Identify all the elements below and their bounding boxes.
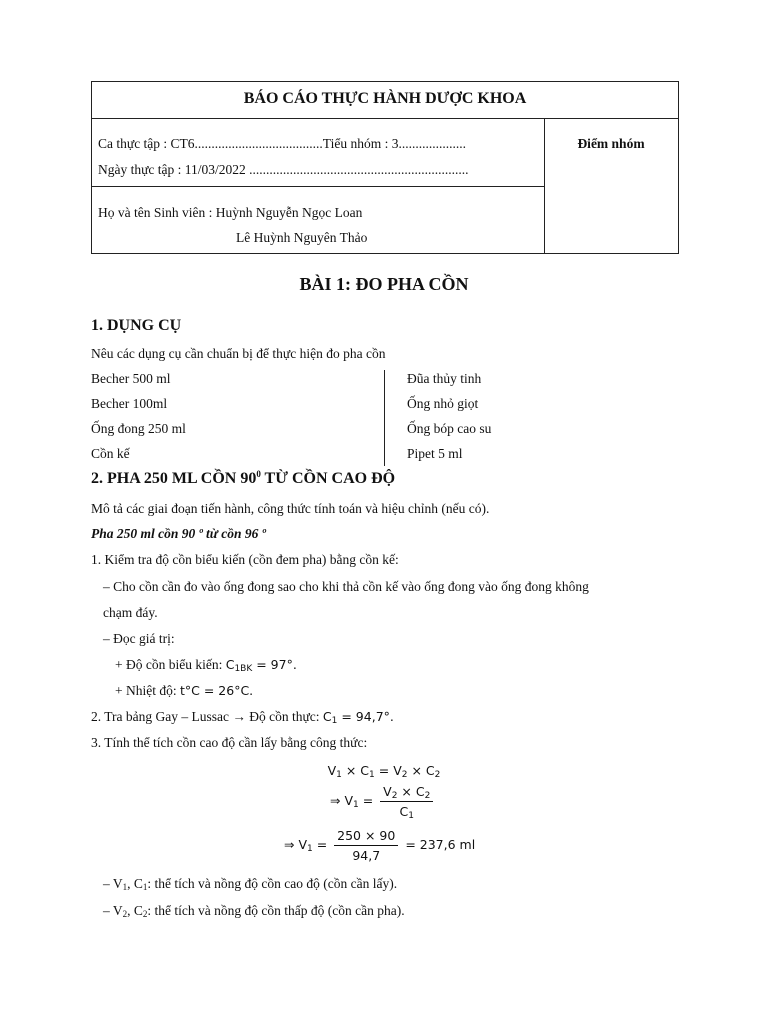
note-v1-c1: – $V_1$, $C_1$: thể tích và nồng độ cồn cao độ (cồn cần lấy).: [103, 876, 398, 892]
student-2-name: Lê Huỳnh Nguyên Thảo: [236, 230, 368, 245]
equipment-item: Ống bóp cao su: [407, 421, 492, 436]
column-divider: [384, 370, 385, 466]
report-title: BÁO CÁO THỰC HÀNH DƯỢC KHOA: [243, 90, 527, 107]
report-header-table: [91, 81, 679, 254]
equipment-item: Becher 500 ml: [91, 371, 171, 386]
formula-2: ⇒ $V_1$ = $\frac{V_2 \times C_2}{C_1}$: [330, 784, 436, 819]
note-v2-c2: – $V_2$, $C_2$: thể tích và nồng độ cồn thấp độ (cồn cần pha).: [103, 903, 405, 919]
formula-1: $V_1 \times C_1 = V_2 \times C_2$: [327, 763, 441, 780]
equipment-item: Pipet 5 ml: [407, 446, 463, 461]
step-1-bullet-a: – Cho cồn cần đo vào ống đong sao cho khi thả cồn kế vào ống đong vào ống đong không: [103, 579, 589, 594]
step-1-bullet-a-cont: chạm đáy.: [103, 605, 158, 620]
temperature-reading: + Nhiệt độ: t°C = 26°C.: [115, 683, 254, 698]
equipment-item: Ống nhỏ giọt: [407, 396, 479, 411]
section-1-heading: 1. DỤNG CỤ: [91, 317, 182, 334]
date-line: Ngày thực tập : 11/03/2022 .................................................................: [98, 162, 469, 177]
section-1-intro: Nêu các dụng cụ cần chuẩn bị để thực hiện đo pha cồn: [91, 346, 386, 361]
divider: [92, 118, 678, 119]
session-line: Ca thực tập : CT6......................................Tiểu nhóm : 3....................: [98, 136, 466, 151]
section-2-heading: 2. PHA 250 ML CỒN $90^0$ TỪ CỒN CAO ĐỘ: [91, 469, 396, 487]
divider: [92, 186, 544, 187]
students-line: Họ và tên Sinh viên : Huỳnh Nguyễn Ngọc Loan: [98, 205, 363, 220]
equipment-item: Cồn kế: [91, 446, 130, 461]
step-3: 3. Tính thể tích cồn cao độ cần lấy bằng công thức:: [91, 735, 368, 750]
equipment-item: Đũa thủy tinh: [407, 371, 482, 386]
section-2-intro: Mô tả các giai đoạn tiến hành, công thức tính toán và hiệu chỉnh (nếu có).: [91, 501, 490, 516]
step-1: 1. Kiểm tra độ cồn biểu kiến (cồn đem pha) bằng cồn kế:: [91, 552, 399, 567]
apparent-alcohol-reading: + Độ cồn biểu kiến: $C_{1BK} = 97^\circ$.: [115, 657, 297, 674]
formula-3: ⇒ $V_1$ = $\frac{250 \times 90}{94,7}$ = 237,6 ml: [284, 828, 476, 863]
equipment-item: Becher 100ml: [91, 396, 168, 411]
step-2: 2. Tra bảng Gay – Lussac → Độ cồn thực: $C_1 = 94,7^\circ$.: [91, 709, 394, 726]
lesson-title: BÀI 1: ĐO PHA CỒN: [299, 274, 469, 294]
group-score-label: Điểm nhóm: [577, 136, 645, 151]
section-2-subheading: Pha 250 ml cồn 90 º từ cồn 96 º: [91, 526, 266, 541]
equipment-item: Ống đong 250 ml: [91, 421, 186, 436]
step-1-bullet-b: – Đọc giá trị:: [103, 631, 175, 646]
